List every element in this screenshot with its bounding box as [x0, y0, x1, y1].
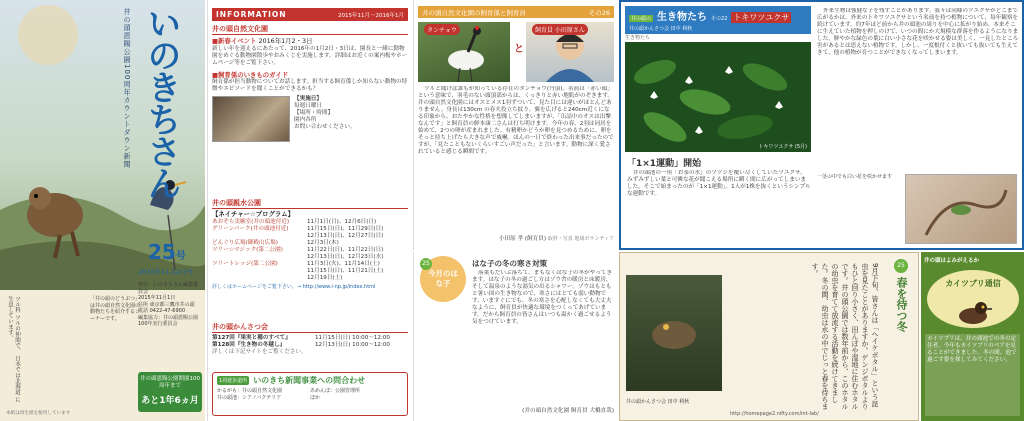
program-name: ツリー☆マジック(第二公園) [212, 247, 283, 253]
ikimono-header [625, 6, 811, 34]
program-name [212, 268, 304, 275]
program-dates: 11月15日(日)、11月21日(土) [307, 268, 384, 274]
contact-box [212, 372, 408, 416]
schedule-line: お問い合わせください。 [294, 124, 356, 130]
hanako-title: はな子の冬の寒さ対策 [472, 259, 547, 268]
grebe-icon [953, 298, 993, 326]
program-name [212, 233, 304, 240]
cover-period: 2015年11-12月号 [138, 268, 193, 276]
program-row [212, 275, 408, 282]
contact-line: かるがも：井の頭自然文化園 [217, 388, 283, 394]
interview-byline [418, 236, 614, 243]
cover-series: 井の頭恩賜公園100周年カウントダウン新聞 [123, 8, 131, 169]
interview-body: ツルと聞けば誰もが知っている存在のタンチョウ(丹頂)。名前は「赤い頭」という意味で、羽毛のない頭頂部からは、くっきりと赤い地肌がのぞきます。井の頭自然文化園にはオスとメス1羽ずついて、見た目には違いがほとんどありません。身長は130cm の春夫役立ち紋り、翼を広げると240cm近くになる印象から、おたやかな性格を想像してしまいますが、「缶詰中のオスは出撃なんです」と飼育員の鮮本康二さんは打ち明けます。今年の春、2羽は同居を始めて、2つの卵が産まれました。有精卵かどうか卵を見つめるために、卵をそっと持ち上げたら大きな声で威嚇。ほんの一日で終わった出来事だったのですが、「見たこともないくらいすごい声だった」と言います。動物に深く愛されていると感じる瞬間です。 [418, 86, 614, 155]
intro-line: 日本では北海道 [14, 355, 20, 395]
hanako-body: 落葉もだいぶ落ちて、まもなくはな子の冬がやってきます。はな子の冬の過ごし方はゾウ舎の暖房と床暖房、そして温泉のような湯気の出るシャワー。ゾウはもともと暑い国の生き物なので、寒さにはとても弱い動物です。いますぐにでも、冬の寒さを心配しなくても大丈夫なように、飼育員が快適な環境をつくってあげています。だから飼育員の皆さんはいつも温かく過ごせるよう気をつけています。 [472, 270, 613, 325]
contact-line: 井の頭池：シアノバクテリア [217, 395, 282, 401]
contact-line: あめんぼ：公園管理所 [310, 388, 361, 394]
issue-suffix: 号 [175, 251, 186, 262]
section-title: 井の頭自然文化園 [212, 24, 408, 35]
program-row [212, 233, 408, 240]
program-row [212, 226, 408, 233]
section-title: 井の頭かんさつ会 [212, 322, 408, 333]
ikimono-panel [619, 0, 1024, 250]
animal-label: タンチョウ [424, 24, 460, 35]
program-dates: 12月13日(日)、12月23日(水) [307, 254, 384, 260]
haru-title-box [886, 259, 916, 369]
publisher-line: 電話 0422-47-6900 [138, 308, 186, 314]
info-header [212, 8, 408, 21]
kaitsuburi-title: カイツブリ通信 [945, 279, 1001, 288]
countdown-box [138, 372, 202, 412]
issue-number: 25 [148, 240, 176, 264]
intro-line: に生息しています。 [7, 296, 20, 403]
interview-header [418, 6, 614, 18]
inset-illustration [906, 175, 1018, 245]
ikimono-label: 井の頭の [631, 16, 652, 22]
schedule-line: 園内各所 [294, 117, 317, 123]
kansatsu-row [212, 342, 408, 349]
byline-note: 取材・写真 地域ボランティア [547, 236, 614, 242]
kansatsu-row [212, 335, 408, 342]
hanako-byline: (井の頭自然文化園 飼育員 大橋直哉) [522, 408, 614, 414]
event-date: 2016年1月2・3日 [258, 37, 313, 45]
inset-caption: 一茎の中でも白い花を咲かせます [817, 174, 893, 180]
program-name [212, 254, 304, 261]
tradescantia-illustration [625, 42, 811, 152]
ikimono-author: 井の頭かんさつ会 田中 利秋 [629, 26, 693, 32]
program-row [212, 240, 408, 247]
cover-footnote: 本紙は再生紙を使用しています [6, 411, 71, 416]
event-body: 新しい年を迎えるにあたって、2016年の1月2日・3日は、園長と一緒に動物園をめぐる動物園散歩やおみくじを実施します。詳細はお近くの案内板やホームページ等をご覧下さい。 [212, 46, 408, 66]
ikimono-section-title: 「1×1運動」開始 [627, 159, 702, 169]
haru-title: 春を待つ冬 [895, 277, 908, 332]
kaitsuburi-header: 井の頭はよみがえるか [924, 258, 980, 264]
countdown-label: 井の頭恩賜公園開園100周年まで [140, 376, 200, 389]
hanako-panel [413, 252, 617, 421]
section-shinsui [212, 198, 408, 291]
contact-line: ほか [310, 395, 321, 401]
photo-caption: トキワツユクサ (5月) [758, 144, 807, 150]
kansatsu-label: 第128回『生き物の冬越し』 [212, 342, 286, 348]
program-row [212, 219, 408, 226]
ikimono-species: トキワツユクサ [733, 13, 790, 22]
contact-badge: 1周遊歩道所 [219, 378, 248, 384]
haru-body: 9月下旬、皆さんは「ヘイケボタル」という昆虫を見たことがありますか。ゲンジボタルよりもひと回り小さく、田んぼや湿地に住むホタルです。井の頭公園では数年前から、このホタルの幼虫を育てて放流する活動を続けてきました。冬の間、幼虫は水の中でじっと春を待ちます。 [811, 263, 879, 410]
ikimono-corner-number: その22 [711, 16, 728, 22]
ikimono-right-body: 外来生物は強健な子を残すことがあります。我々は同様のツユクサがどこまで広がるかは、外来のトキワツユクサという名前を持つ植物について、毎年観察を続けています。約7年ほど前から井の頭池の周りを中心に拡がり始め、本来そこに生えていた植物を押しのけて、いつの間にか大規模な群落を作るようになりました。鮮やかな緑色の葉に白い小さな花を咲かせる姿は美しく、一見したところ害があるとは思えない植物です。しかし、一度根付くと抜いても抜いても生えてきて、他の植物が育つことができなくなってしまいます。 [817, 8, 1019, 56]
kaitsuburi-panel [921, 252, 1024, 421]
intro-line: ツル科 [14, 296, 20, 313]
program-dates: 11月15日(日)、11月29日(日) [307, 226, 384, 232]
program-dates: 12月13日(日)、12月27日(日) [307, 233, 384, 239]
kaitsuburi-body: カイツブリは、井の頭池での冬の定住者。今年もカイツブリのペアを見ることができました。冬の間、池で過ごす姿を探してみてください。 [925, 334, 1020, 416]
program-link[interactable]: 詳しくはホームページをご覧下さい。→ http://www.i-np.jp/index.html [212, 284, 376, 290]
contact-title: いのきち新聞事業への問合わせ [253, 376, 366, 385]
cover-note: 「井の頭のどうぶつ」は井の頭自然文化園の動物たちを紹介するコーナーです。 [90, 296, 141, 322]
haru-caption: 井の頭かんさつ会 田中 利秋 [626, 399, 690, 405]
cover-publisher [138, 282, 202, 328]
section-kansatsu [212, 322, 408, 356]
program-name: どんぐり広場(御殿山広場) [212, 240, 278, 246]
keeper-label: 飼育員 小田原さん [532, 24, 588, 35]
program-name [212, 275, 304, 282]
haru-panel [619, 252, 919, 421]
program-label: 【ネイチャー☆プログラム】 [212, 210, 295, 218]
program-name: あおぞら実験室(井の頭池付近) [212, 219, 290, 225]
event-body: 飼育係が担当動物についてお話します。担当する飼育係しか知らない動物の特徴やエピソードを聞くことができるかも？ [212, 79, 408, 92]
cover-title: いのきちさん [141, 6, 181, 198]
tradescantia-photo [625, 42, 811, 152]
schedule-line: 毎週日曜日 [294, 103, 322, 109]
kansatsu-note: 詳しくは下記サイトをご覧ください。 [212, 349, 307, 355]
event-title: ■飼育係のいきものガイド [212, 71, 289, 79]
publisher-line: 2015年11月1日 [138, 295, 176, 301]
cover-intro [6, 296, 86, 406]
byline-name: 小田原 孝 (飼育員) [498, 236, 547, 242]
program-dates: 12月3日(木) [307, 240, 339, 246]
schedule-label: 【実施日】 [294, 96, 322, 102]
program-row [212, 254, 408, 261]
hanako-circle-text: 今月のはな子 [428, 269, 458, 288]
corner-number: その26 [588, 8, 610, 17]
program-dates: 11月1日(日)、12月6日(日) [307, 219, 377, 225]
publisher-line: 発行：いのきちさん編集委員会 [138, 282, 199, 295]
program-name: グリーンパーク(井の頭池付近) [212, 226, 289, 232]
program-row [212, 247, 408, 254]
guide-photo [212, 96, 290, 142]
info-badge: INFORMATION [216, 10, 287, 19]
ikimono-corner-title: 生き物たち [657, 12, 708, 23]
program-dates: 11月22日(日)、11月22日(日) [307, 247, 384, 253]
countdown-value: あと1年6ヵ月 [141, 396, 199, 406]
info-period: 2015年11月〜2016年1月 [338, 12, 404, 19]
cover-issue [148, 240, 186, 264]
hanako-number: 25 [420, 258, 432, 270]
publisher-line: 編集協力：井の頭恩賜公園100年実行委員会 [138, 314, 199, 327]
publisher-line: 住所 東京都三鷹市井の頭 [138, 301, 195, 308]
intro-line: ツルの仲間で、 [14, 314, 20, 354]
event-title: ■新春イベント [212, 37, 257, 45]
cover-panel [0, 0, 205, 421]
corner-title: 井の頭自然文化園の飼育係と飼育員 [422, 8, 526, 17]
section-bunka [212, 24, 408, 142]
inset-photo [905, 174, 1017, 244]
information-panel [207, 0, 411, 421]
haru-photo [626, 275, 722, 391]
haru-illustration [626, 275, 722, 391]
kansatsu-label: 第127回『果実と種のすべて』 [212, 335, 291, 341]
kansatsu-date: 11月15日(日) 10:00〜12:00 [315, 335, 390, 341]
program-name: ツリートレッジ(第二公園) [212, 261, 278, 267]
program-row [212, 261, 408, 268]
section-title: 井の頭親水公園 [212, 198, 408, 209]
schedule-line: 【場所・時間】 [294, 110, 334, 116]
program-row [212, 268, 408, 275]
haru-number: 25 [894, 259, 908, 273]
program-dates: 12月19日(土) [307, 275, 343, 281]
kansatsu-date: 12月13日(日) 10:00〜12:00 [315, 342, 390, 348]
ikimono-section-body: 井の頭池の一角「お茶の水」のツツジを覆い尽くしていたツユクサ。みずみずしい葉と可憐な花が聞こえる場所に瞬く間に広がってしまいました。そこで始まったのが「1×1運動」。1人が1株を抜くというシンプルな運動です。 [627, 170, 811, 197]
interview-panel [413, 0, 617, 250]
ikimono-sublabel: 生き物たち [625, 35, 651, 41]
haru-link[interactable]: http://homepage2.nifty.com/int-lab/ [730, 411, 819, 417]
program-dates: 11月3日(火)、11月14日(土) [307, 261, 380, 267]
program-list [212, 219, 408, 282]
connector: と [514, 44, 524, 55]
